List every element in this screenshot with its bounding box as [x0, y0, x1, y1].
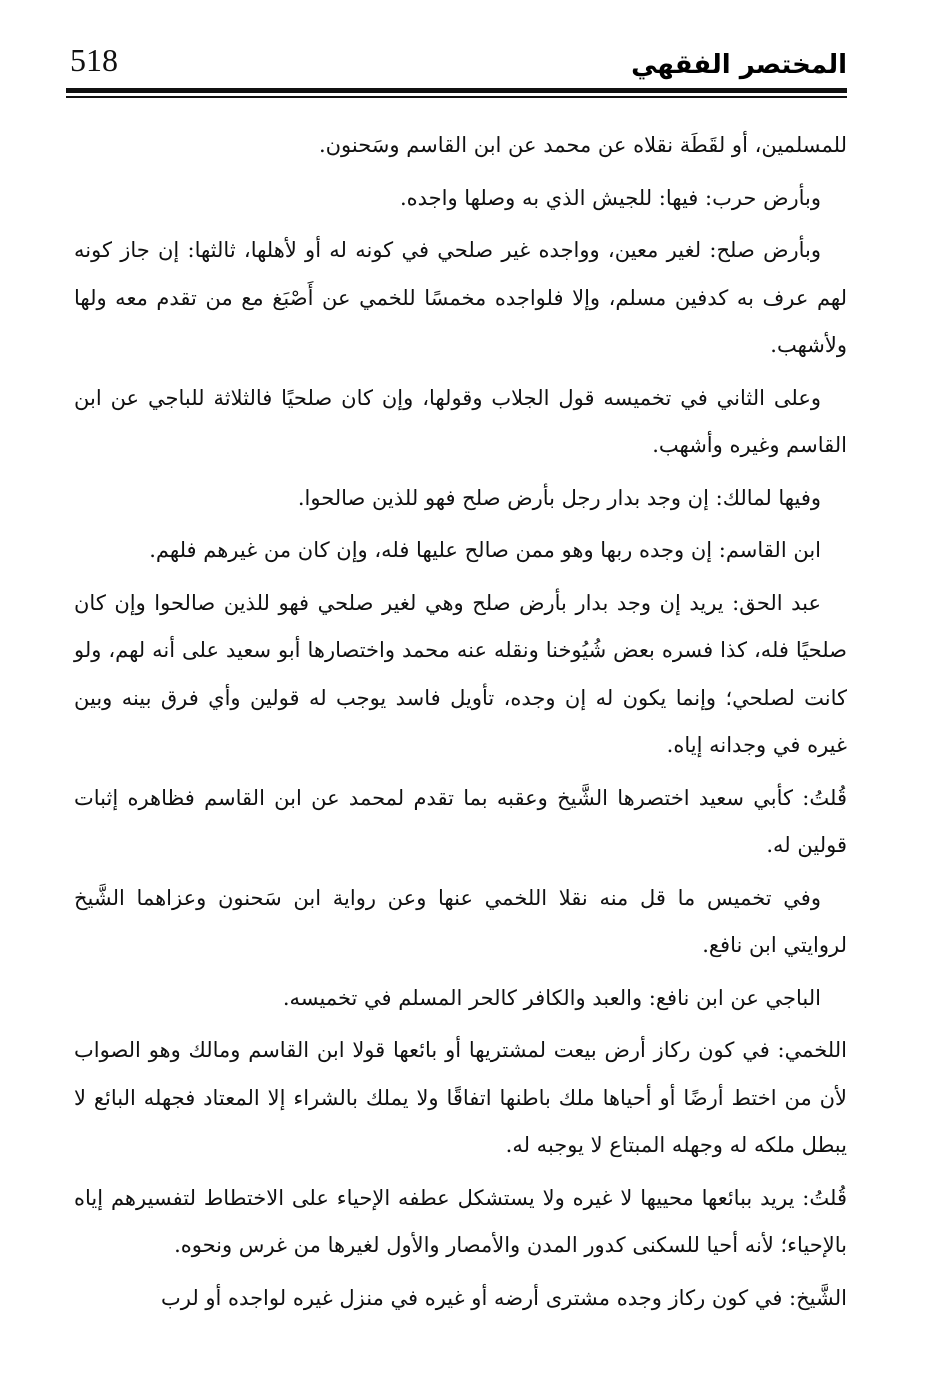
paragraph: وبأرض حرب: فيها: للجيش الذي به وصلها واجده. [399, 185, 821, 210]
paragraph: للمسلمين، أو لقَطَة نقلاه عن محمد عن ابن القاسم وسَحنون. [318, 133, 847, 157]
paragraph: وعلى الثاني في تخميسه قول الجلاب وقولها، وإن كان صلحيًا فالثلاثة للباجي عن ابن القاسم وغيره وأشهب. [74, 385, 847, 457]
header-rule-thick [66, 88, 847, 93]
book-title: المختصر الفقهي [631, 50, 847, 80]
body-text [74, 122, 847, 1322]
paragraph: ابن القاسم: إن وجده ربها وهو ممن صالح عليها فله، وإن كان من غيرهم فلهم. [149, 538, 821, 562]
paragraph: الباجي عن ابن نافع: والعبد والكافر كالحر المسلم في تخميسه. [282, 985, 821, 1010]
header-rule-thin [66, 96, 847, 98]
paragraph: اللخمي: في كون ركاز أرض بيعت لمشتريها أو بائعها قولا ابن القاسم ومالك وهو الصواب لأن من اختط أرضًا أو أحياها ملك باطنها اتفاقًا ولا يملك بالشراء إلا المعتاد فجهله البائع لا يبطل ملكه له وجهله المبتاع لا يوجبه له. [74, 1038, 847, 1157]
paragraph: قُلتُ: يريد ببائعها محييها لا غيره ولا يستشكل عطفه الإحياء على الاختطاط لتفسيرهم إياه بالإحياء؛ لأنه أحيا للسكنى كدور المدن والأمصار والأول لغيرها من غرس ونحوه. [74, 1185, 847, 1257]
paragraph: وفيها لمالك: إن وجد بدار رجل بأرض صلح فهو للذين صالحوا. [297, 485, 821, 510]
page-header [70, 38, 847, 92]
paragraph: قُلتُ: كأبي سعيد اختصرها الشَّيخ وعقبه بما تقدم لمحمد عن ابن القاسم فظاهره إثبات قولين له. [74, 785, 847, 857]
paragraph: الشَّيخ: في كون ركاز وجده مشترى أرضه أو غيره في منزل غيره لواجده أو لرب [160, 1285, 847, 1310]
page-number: 518 [70, 42, 118, 78]
paragraph: وبأرض صلح: لغير معين، وواجده غير صلحي في كونه له أو لأهلها، ثالثها: إن جاز كونه لهم عرف به كدفين مسلم، وإلا فلواجده مخمسًا للخمي عن أَصْبَغ مع من تقدم معه ولها ولأشهب. [74, 238, 847, 357]
paragraph: وفي تخميس ما قل منه نقلا اللخمي عنها وعن رواية ابن سَحنون وعزاهما الشَّيخ لروايتي ابن نافع. [74, 885, 847, 957]
paragraph: عبد الحق: يريد إن وجد بدار بأرض صلح وهي لغير صلحي فهو للذين صالحوا وإن كان صلحيًا فله، كذا فسره بعض شُيُوخنا ونقله عنه محمد واختصارها أبو سعيد على أنه لهم، ولو كانت لصلحي؛ وإنما يكون له إن وجده، تأويل فاسد يوجب له قولين وأي فرق بينه وبين غيره في وجدانه إياه. [74, 590, 847, 757]
